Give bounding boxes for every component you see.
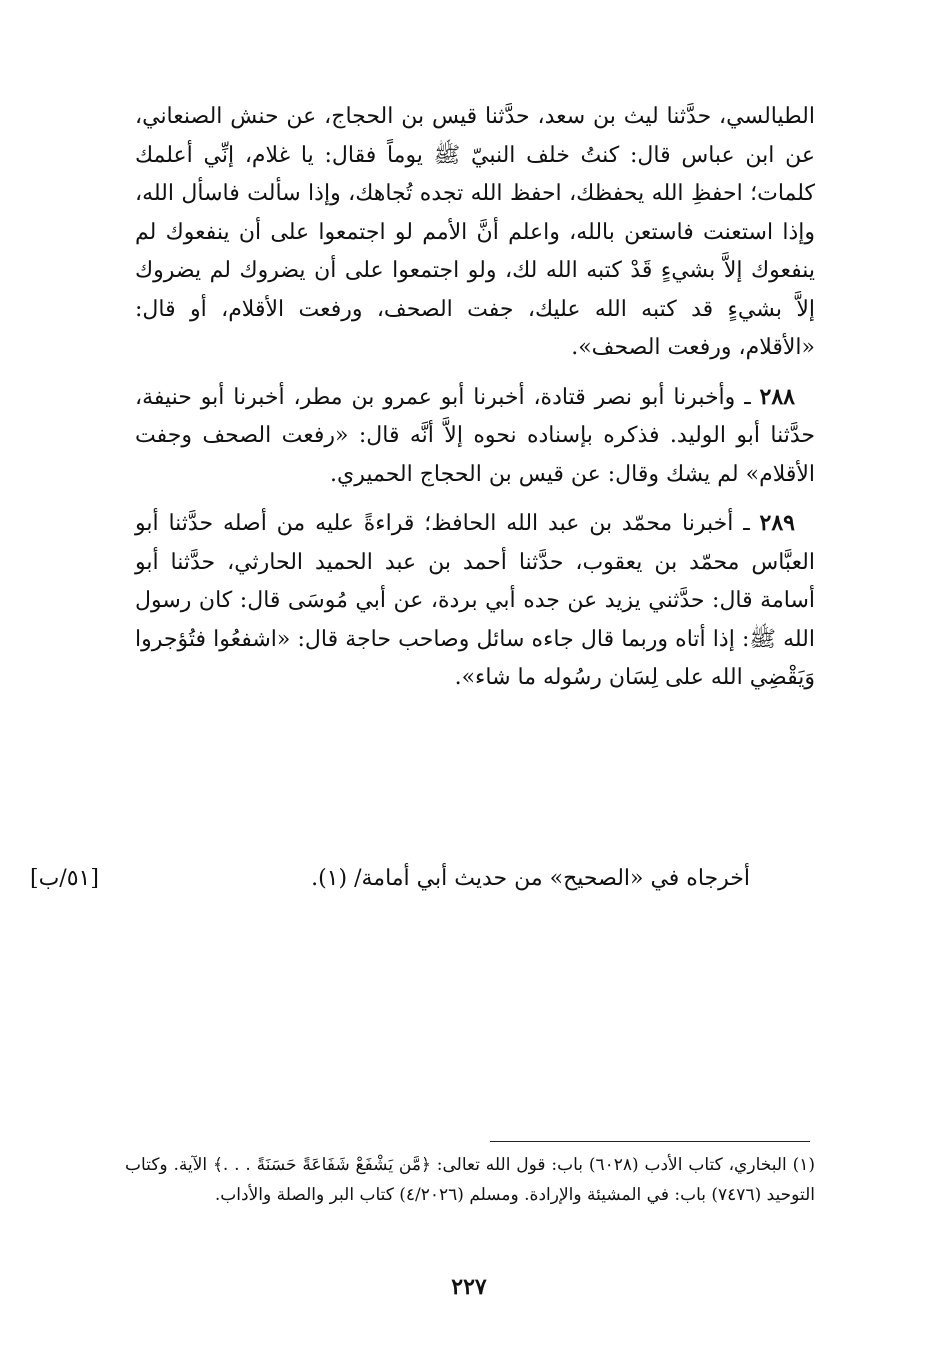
reference-line — [0, 860, 938, 900]
paragraph-hadith-288 — [135, 378, 815, 495]
reference-text: أخرجاه في «الصحيح» من حديث أبي أمامة/ (١). — [311, 866, 750, 891]
paragraph-text: الطيالسي، حدَّثنا ليث بن سعد، حدَّثنا قيس بن الحجاج، عن حنش الصنعاني، عن ابن عباس قال: كنتُ خلف النبيّ ﷺ يوماً فقال: يا غلام، إنِّي أعلمك كلمات؛ احفظِ الله يحفظك، احفظ الله تجده تُجاهك، وإذا سألت فاسأل الله، وإذا استعنت فاستعن بالله، واعلم أنَّ الأمم لو اجتمعوا على أن ينفعوك لم ينفعوك إلاَّ بشيءٍ قَدْ كتبه الله لك، ولو اجتمعوا على أن يضروك لم يضروك إلاَّ بشيءٍ قد كتبه الله عليك، جفت الصحف، ورفعت الأقلام، أو قال: «الأقلام، ورفعت الصحف». — [135, 104, 815, 360]
footnote-divider — [490, 1141, 810, 1142]
paragraph-continuation — [135, 98, 815, 368]
page-number: ٢٢٧ — [451, 1274, 487, 1300]
hadith-number: ٢٨٨ — [759, 383, 795, 410]
paragraph-text: ـ أخبرنا محمّد بن عبد الله الحافظ؛ قراءةً عليه من أصله حدَّثنا أبو العبَّاس محمّد بن يعقوب، حدَّثنا أحمد بن عبد الحميد الحارثي، حدَّثنا أبو أسامة قال: حدَّثني يزيد عن جده أبي بردة، عن أبي مُوسَى قال: كان رسول الله ﷺ: إذا أتاه وربما قال جاءه سائل وصاحب حاجة قال: «اشفعُوا فتُؤجروا وَيَقْضِي الله على لِسَان رسُوله ما شاء». — [135, 511, 815, 690]
hadith-number: ٢٨٩ — [759, 510, 795, 536]
footnote-item: (١) البخاري، كتاب الأدب (٦٠٢٨) باب: قول الله تعالى: ﴿مَّن يَشْفَعْ شَفَاعَةً حَسَنَةً . . .﴾ الآية. وكتاب التوحيد (٧٤٧٦) باب: في المشيئة والإرادة. ومسلم (٤/٢٠٢٦) كتاب البر والصلة والأداب. — [125, 1155, 816, 1205]
paragraph-hadith-289 — [135, 504, 815, 698]
footnotes — [125, 1150, 815, 1210]
main-text-body — [135, 98, 815, 698]
folio-marker: [٥١/ب] — [30, 866, 99, 891]
paragraph-text: ـ وأخبرنا أبو نصر قتادة، أخبرنا أبو عمرو بن مطر، أخبرنا أبو حنيفة، حدَّثنا أبو الوليد. فذكره بإسناده نحوه إلاَّ أنَّه قال: «رفعت الصحف وجفت الأقلام» لم يشك وقال: عن قيس بن الحجاج الحميري. — [135, 384, 815, 487]
